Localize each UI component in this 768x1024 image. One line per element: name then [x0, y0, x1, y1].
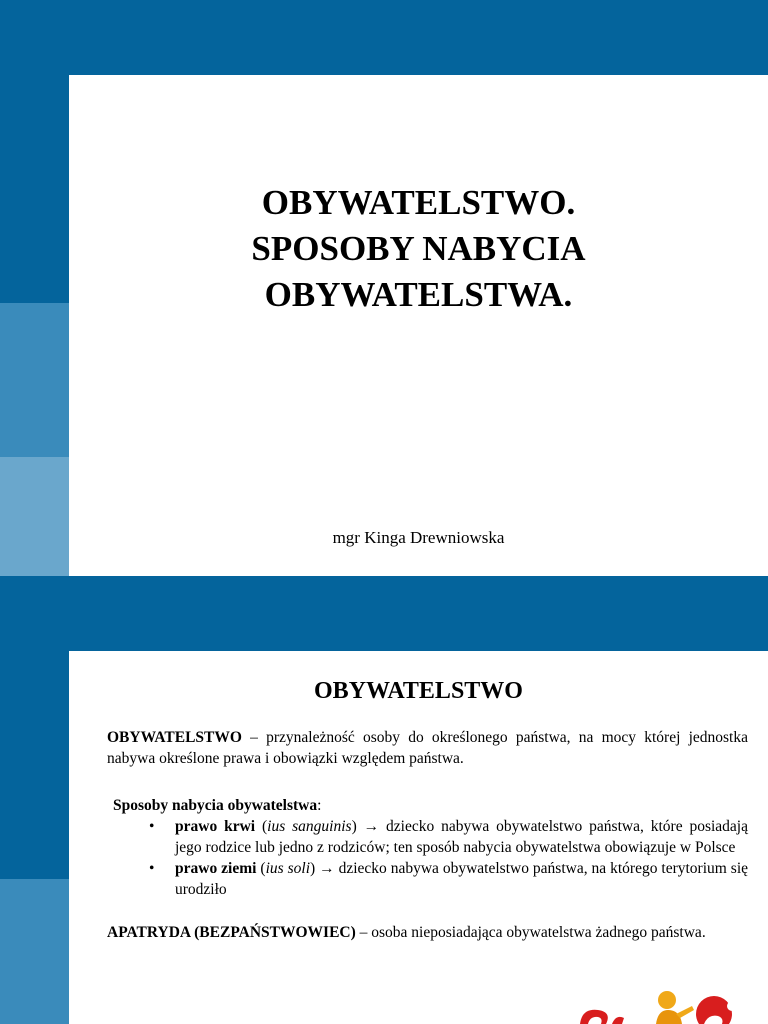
way-latin: ius soli [265, 860, 310, 877]
ways-heading [107, 795, 748, 816]
way-term: prawo krwi [175, 818, 256, 835]
paren-open: ( [255, 818, 268, 835]
slide-body [107, 727, 748, 943]
definition-term: OBYWATELSTWO [107, 729, 242, 746]
ways-list [107, 816, 748, 900]
list-item [175, 858, 748, 900]
apatryda-text: – osoba nieposiadająca obywatelstwa żadnego państwa. [355, 924, 706, 941]
way-text: ) → dziecko nabywa obywatelstwo państwa, które posiadają jego rodzice lub jedno z rodziców; ten sposób nabycia obywatelstwa obowiązuje w Polsce [175, 818, 748, 856]
left-band-mid [0, 879, 69, 1024]
slide-panel [69, 75, 768, 576]
ways-heading-colon: : [317, 797, 322, 814]
apatryda-paragraph [107, 922, 748, 943]
way-term: prawo ziemi [175, 860, 257, 877]
author-name: mgr Kinga Drewniowska [332, 528, 505, 547]
title-line-1: OBYWATELSTWO. [261, 183, 576, 222]
way-text: ) → dziecko nabywa obywatelstwo państwa, na którego terytorium się urodziło [175, 860, 749, 898]
slide-content [0, 576, 768, 1024]
way-latin: ius sanguinis [267, 818, 352, 835]
paren-open: ( [256, 860, 266, 877]
ways-heading-text: Sposoby nabycia obywatelstwa [113, 797, 318, 814]
title-line-3: OBYWATELSTWA. [264, 275, 573, 314]
slide-title-heading [69, 180, 768, 318]
definition-paragraph [107, 727, 748, 769]
definition-text: – przynależność osoby do określonego państwa, na mocy której jednostka nabywa określone prawa i obowiązki względem państwa. [107, 729, 748, 767]
figure-clipart-icon [572, 988, 768, 1024]
left-band-light [0, 457, 69, 576]
title-line-2: SPOSOBY NABYCIA [251, 229, 586, 268]
slide-panel [69, 651, 768, 1024]
slide-heading: OBYWATELSTWO [314, 678, 523, 704]
left-band-mid [0, 303, 69, 457]
apatryda-term: APATRYDA (BEZPAŃSTWOWIEC) [107, 924, 356, 941]
list-item [175, 816, 748, 858]
